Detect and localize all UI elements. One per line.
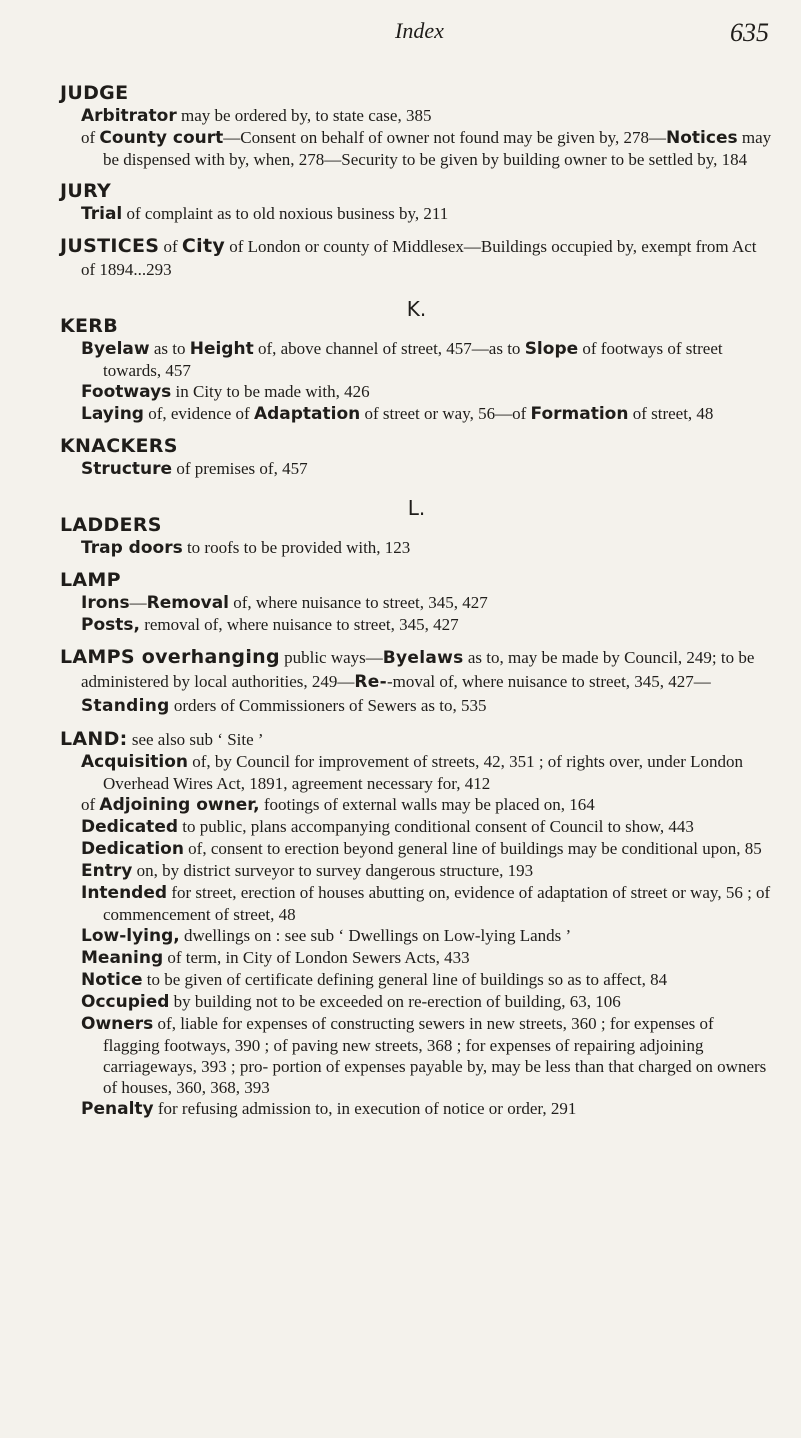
sub-entry	[81, 794, 773, 816]
entry-text: of	[81, 795, 100, 814]
heading-word: LAND:	[60, 728, 128, 750]
keyword: Removal	[146, 593, 230, 613]
sub-entry	[81, 127, 773, 170]
sub-entry	[81, 882, 773, 925]
entry-heading: LADDERS	[60, 514, 162, 536]
keyword: Trap doors	[81, 538, 183, 558]
keyword: Dedication	[81, 839, 184, 859]
entry-text: dwellings on : see sub ‘ Dwellings on Low-lying Lands ’	[179, 926, 572, 945]
keyword: Acquisition	[81, 752, 189, 772]
entry-text: orders of Commissioners of Sewers as to, 535	[169, 696, 487, 715]
entry-heading: JURY	[60, 180, 112, 202]
keyword: Slope	[524, 339, 579, 359]
entry-heading: KERB	[60, 315, 119, 337]
entry-text: of, consent to erection beyond general line of buildings may be conditional upon, 85	[183, 839, 762, 858]
entry-text: of London or county of Middlesex—Buildings occupied by, exempt from Act of 1894...293	[81, 237, 757, 279]
keyword: Owners	[81, 1014, 154, 1034]
entry-text: of, evidence of	[143, 404, 254, 423]
keyword: City	[181, 235, 226, 257]
sub-entry	[81, 969, 773, 991]
entry-text: see also sub ‘ Site ’	[127, 730, 264, 749]
entry-heading: LAMP	[60, 569, 121, 591]
keyword: Notice	[81, 970, 143, 990]
sub-entry	[81, 403, 773, 425]
entry-text: of premises of, 457	[172, 459, 308, 478]
entry-judge	[60, 82, 773, 170]
sub-entry	[81, 203, 773, 225]
entry-text: of complaint as to old noxious business by, 211	[122, 204, 449, 223]
entry-text: may be ordered by, to state case, 385	[176, 106, 432, 125]
entry-text: of, liable for expenses of constructing sewers in new streets, 360 ; for expenses of flagging footways, 390 ; of paving new streets, 368 ; for expenses of repairing adjoining carriageways, 393 ; pro- portion of expenses payable by, may be less than that charged on owners of houses, 360, 368, 393	[103, 1014, 767, 1097]
entry-text: -moval of, where nuisance to street, 345, 427—	[386, 672, 711, 691]
keyword: Formation	[530, 404, 629, 424]
entry-lamps	[60, 646, 773, 718]
entry-text: of term, in City of London Sewers Acts, 433	[163, 948, 470, 967]
keyword: Footways	[81, 382, 172, 402]
sub-entry	[81, 537, 773, 559]
sub-entry	[81, 592, 773, 614]
entry-text: for street, erection of houses abutting on, evidence of adaptation of street or way, 56 ; of commencement of street, 48	[103, 883, 771, 924]
sub-entry	[81, 1098, 773, 1120]
sub-entry	[81, 1013, 773, 1098]
keyword: Dedicated	[81, 817, 179, 837]
sub-entry	[81, 925, 773, 947]
entry-text: by building not to be exceeded on re-erection of building, 63, 106	[169, 992, 621, 1011]
running-title: Index	[395, 18, 444, 43]
keyword: Intended	[81, 883, 168, 903]
entry-jury	[60, 180, 773, 225]
keyword: Arbitrator	[81, 106, 177, 126]
entry-kerb	[60, 315, 773, 425]
sub-entry	[81, 338, 773, 381]
keyword: Re-	[354, 672, 387, 692]
keyword: Irons	[81, 593, 130, 613]
entry-text: may be dispensed with by, when, 278—Security to be given by building owner to be settled by, 184	[103, 128, 772, 169]
page-number: 635	[730, 18, 769, 47]
keyword: Entry	[81, 861, 133, 881]
keyword: Occupied	[81, 992, 170, 1012]
entry-text: of, where nuisance to street, 345, 427	[229, 593, 488, 612]
keyword: Height	[189, 339, 254, 359]
entry-text: as to, may be made by Council, 249; to be administered by local authorities, 249—	[81, 648, 755, 691]
keyword: Trial	[81, 204, 123, 224]
entry-heading	[60, 646, 773, 718]
keyword: overhanging	[141, 646, 280, 668]
sub-entry	[81, 838, 773, 860]
section-letter-k: K.	[406, 297, 427, 321]
section-letter-l: L.	[407, 496, 426, 520]
entry-text: removal of, where nuisance to street, 345, 427	[139, 615, 459, 634]
entry-text: of, by Council for improvement of streets, 42, 351 ; of rights over, under London Overhead Wires Act, 1891, agreement necessary for, 412	[103, 752, 744, 793]
keyword: Byelaw	[81, 339, 150, 359]
heading-word: JUSTICES	[60, 235, 160, 257]
entry-text: on, by district surveyor to survey dangerous structure, 193	[132, 861, 534, 880]
entry-text: to be given of certificate defining general line of buildings so as to affect, 84	[142, 970, 668, 989]
entry-text: to roofs to be provided with, 123	[182, 538, 411, 557]
keyword: Low-lying,	[81, 926, 180, 946]
entry-heading: KNACKERS	[60, 435, 178, 457]
keyword: County court	[99, 128, 224, 148]
entry-text: of	[81, 128, 100, 147]
entry-knackers	[60, 435, 773, 480]
sub-entry	[81, 751, 773, 794]
entry-land	[60, 728, 773, 1120]
keyword: Adjoining owner,	[99, 795, 260, 815]
entry-heading: JUDGE	[60, 82, 129, 104]
entry-text: for refusing admission to, in execution of notice or order, 291	[153, 1099, 577, 1118]
sub-entry	[81, 105, 773, 127]
entry-text: —	[129, 593, 147, 612]
sub-entry	[81, 458, 773, 480]
keyword: Byelaws	[382, 648, 464, 668]
entry-lamp	[60, 569, 773, 636]
heading-word: LAMPS	[60, 646, 135, 668]
entry-text: of street or way, 56—of	[360, 404, 531, 423]
land-sub-entries	[60, 751, 773, 1120]
sub-entry	[81, 860, 773, 882]
entry-text: of, above channel of street, 457—as to	[253, 339, 525, 358]
sub-entry	[81, 947, 773, 969]
entry-text: —Consent on behalf of owner not found may be given by, 278—	[223, 128, 666, 147]
entry-text: of	[159, 237, 182, 256]
keyword: Standing	[81, 696, 170, 716]
page-header	[0, 16, 801, 56]
entry-text: in City to be made with, 426	[171, 382, 370, 401]
entry-text: of street, 48	[628, 404, 714, 423]
entry-heading	[60, 235, 773, 281]
entry-justices	[60, 235, 773, 281]
keyword: Adaptation	[253, 404, 361, 424]
keyword: Structure	[81, 459, 173, 479]
sub-entry	[81, 614, 773, 636]
sub-entry	[81, 991, 773, 1013]
index-content	[60, 82, 773, 1130]
sub-entry	[81, 381, 773, 403]
entry-ladders	[60, 514, 773, 559]
keyword: Posts,	[81, 615, 140, 635]
keyword: Penalty	[81, 1099, 154, 1119]
entry-text: public ways—	[279, 648, 383, 667]
entry-text: to public, plans accompanying conditional consent of Council to show, 443	[178, 817, 694, 836]
entry-heading	[60, 728, 773, 751]
keyword: Meaning	[81, 948, 164, 968]
keyword: Notices	[666, 128, 738, 148]
keyword: Laying	[81, 404, 144, 424]
entry-text: footings of external walls may be placed on, 164	[259, 795, 595, 814]
sub-entry	[81, 816, 773, 838]
entry-text: of footways of street towards, 457	[103, 339, 723, 380]
entry-text: as to	[149, 339, 190, 358]
